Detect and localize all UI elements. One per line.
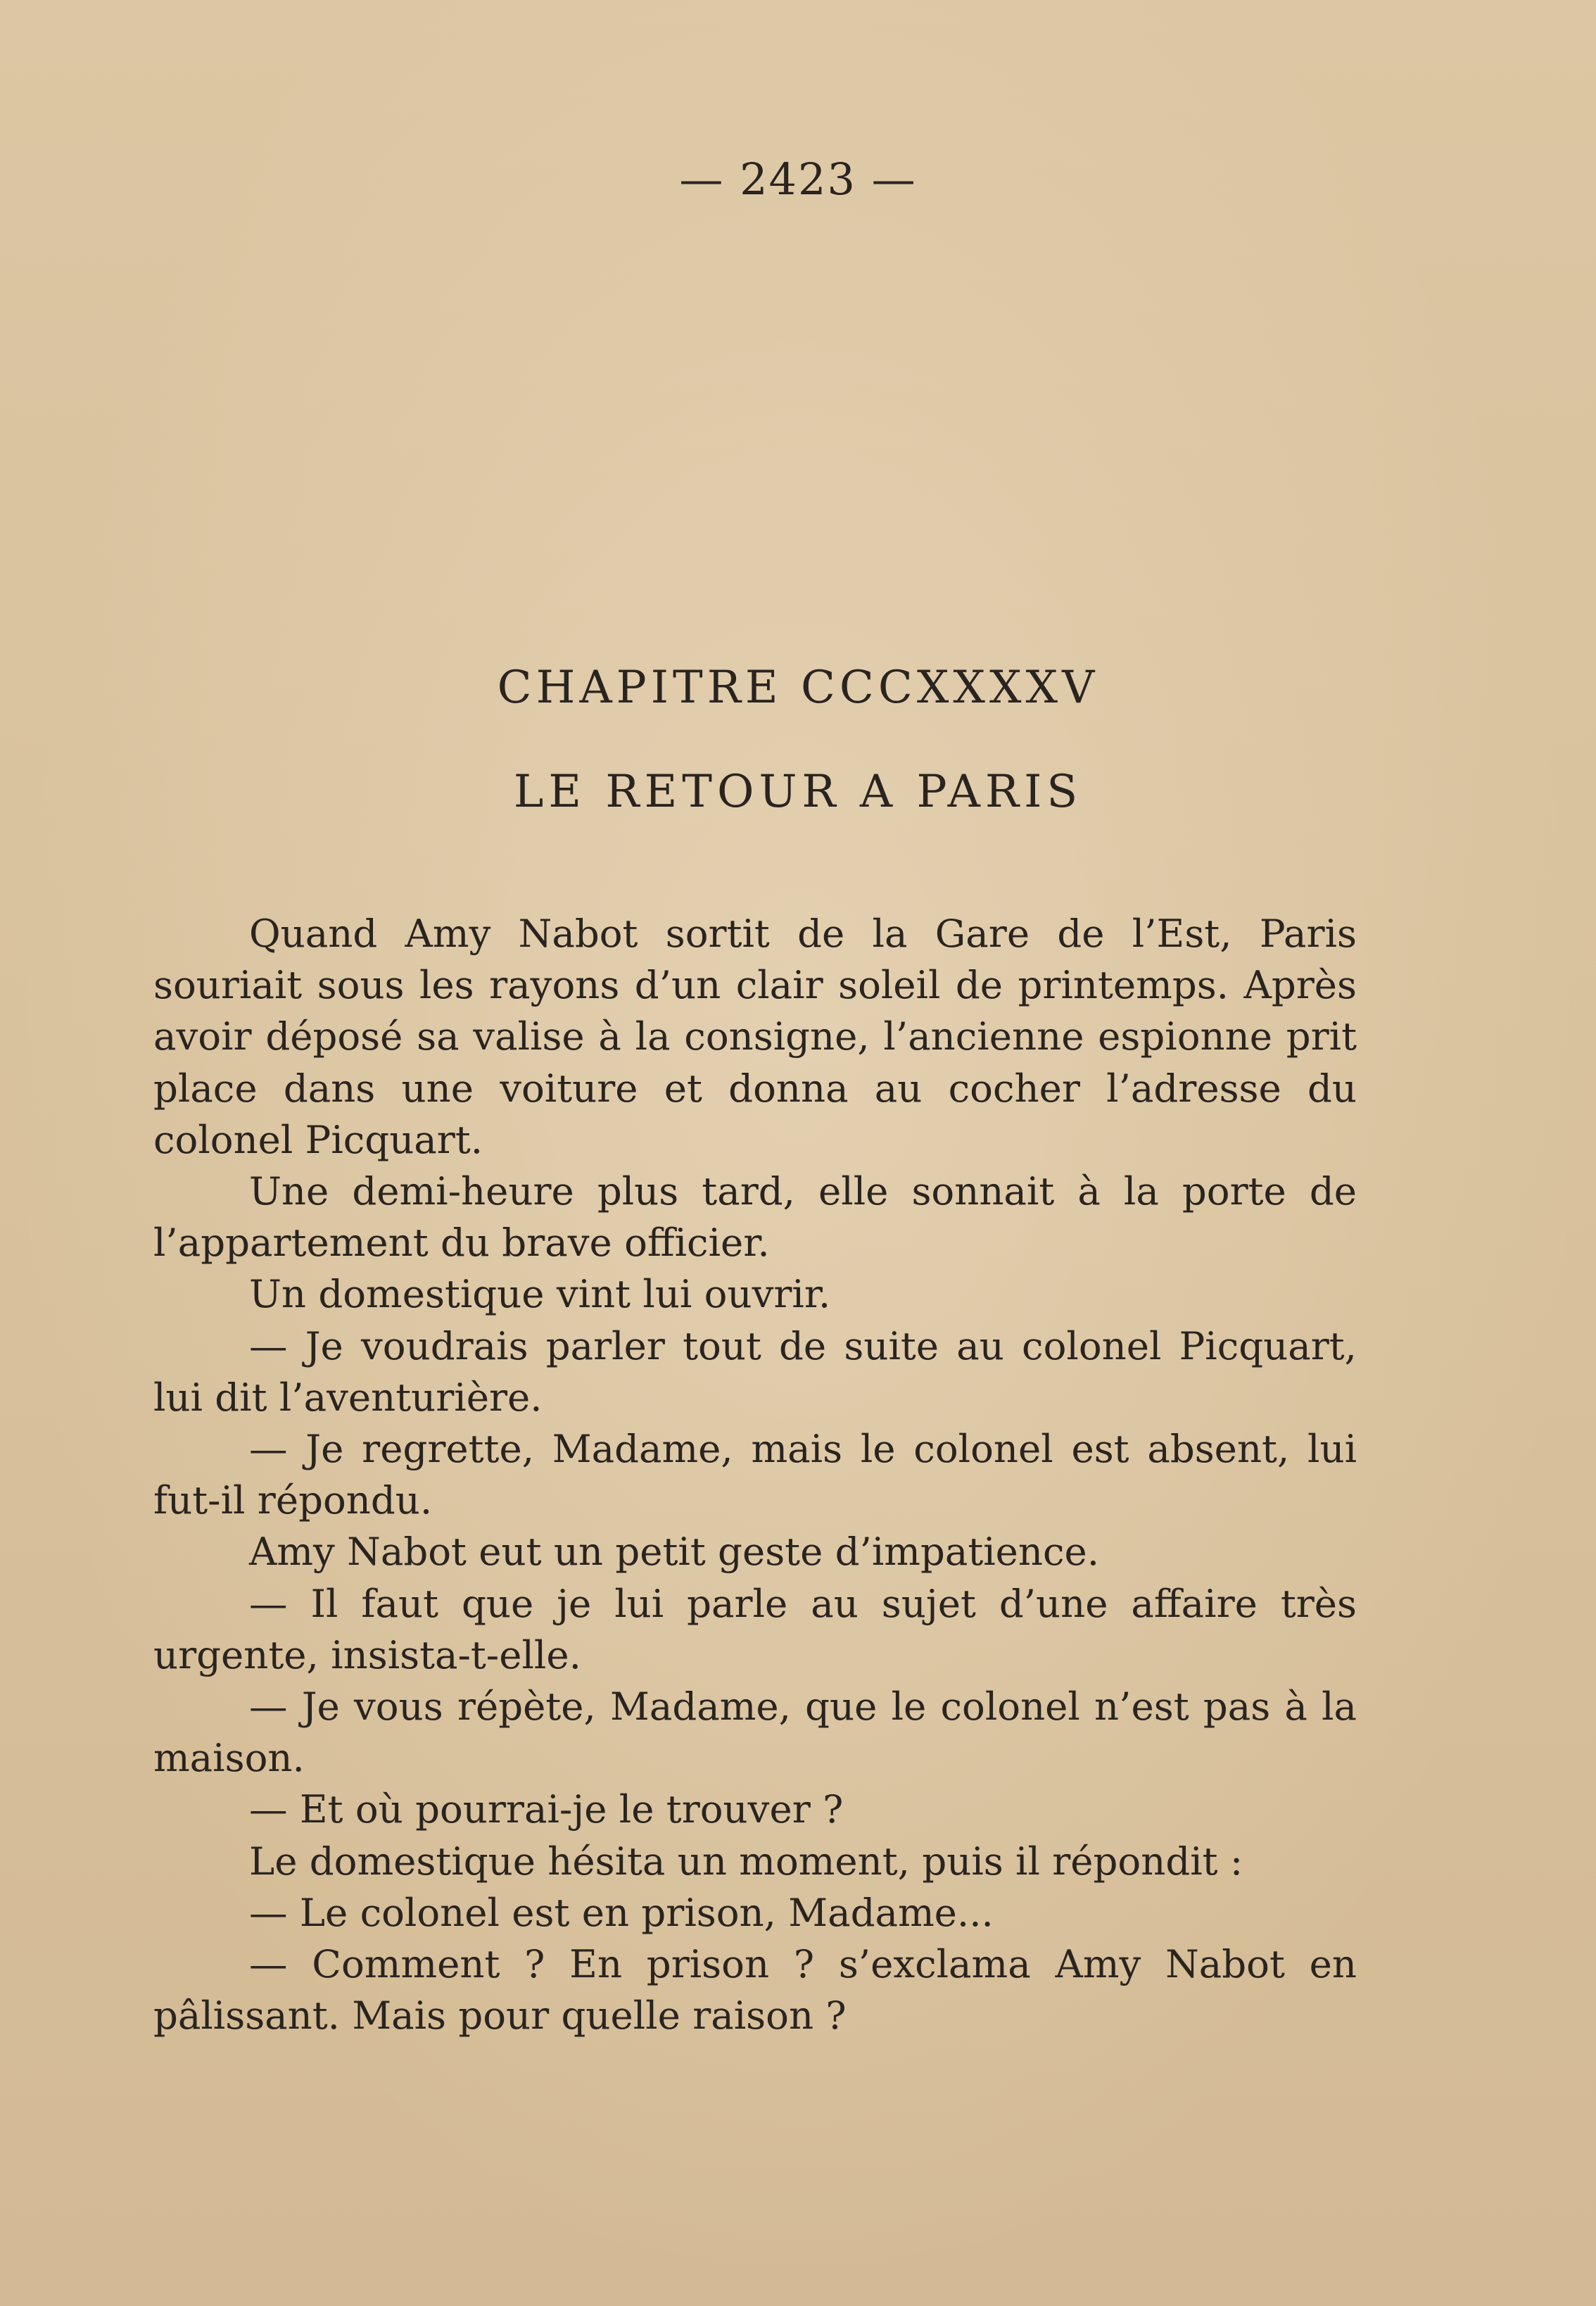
paragraph: Une demi-heure plus tard, elle sonnait à la porte de l’appartement du brave officier. — [153, 1168, 1357, 1266]
paragraph: — Je voudrais parler tout de suite au colonel Picquart, lui dit l’aventurière. — [153, 1323, 1357, 1420]
paragraph: — Il faut que je lui parle au sujet d’une affaire très urgente, insista-t-elle. — [153, 1580, 1357, 1677]
paragraph: Un domestique vint lui ouvrir. — [249, 1271, 831, 1317]
paragraph: — Comment ? En prison ? s’exclama Amy Nabot en pâlissant. Mais pour quelle raison ? — [153, 1941, 1357, 2039]
paragraph: — Le colonel est en prison, Madame... — [249, 1889, 994, 1935]
page-number: — 2423 — — [679, 153, 917, 205]
paragraph: — Je vous répète, Madame, que le colonel n’est pas à la maison. — [153, 1684, 1357, 1781]
paragraph: Le domestique hésita un moment, puis il répondit : — [249, 1838, 1243, 1884]
chapter-number: CHAPITRE CCCXXXXV — [497, 662, 1099, 714]
chapter-body — [153, 908, 1357, 2041]
chapter-title: LE RETOUR A PARIS — [513, 766, 1083, 818]
paragraph: Amy Nabot eut un petit geste d’impatience. — [249, 1529, 1100, 1575]
paragraph: Quand Amy Nabot sortit de la Gare de l’Est, Paris souriait sous les rayons d’un clair soleil de printemps. Après avoir déposé sa valise à la consigne, l’ancienne espionne prit place dans une voiture et donna au cocher l’adresse du colonel Picquart. — [153, 911, 1357, 1162]
paragraph: — Je regrette, Madame, mais le colonel est absent, lui fut-il répondu. — [153, 1426, 1357, 1523]
paragraph: — Et où pourrai-je le trouver ? — [249, 1787, 844, 1832]
